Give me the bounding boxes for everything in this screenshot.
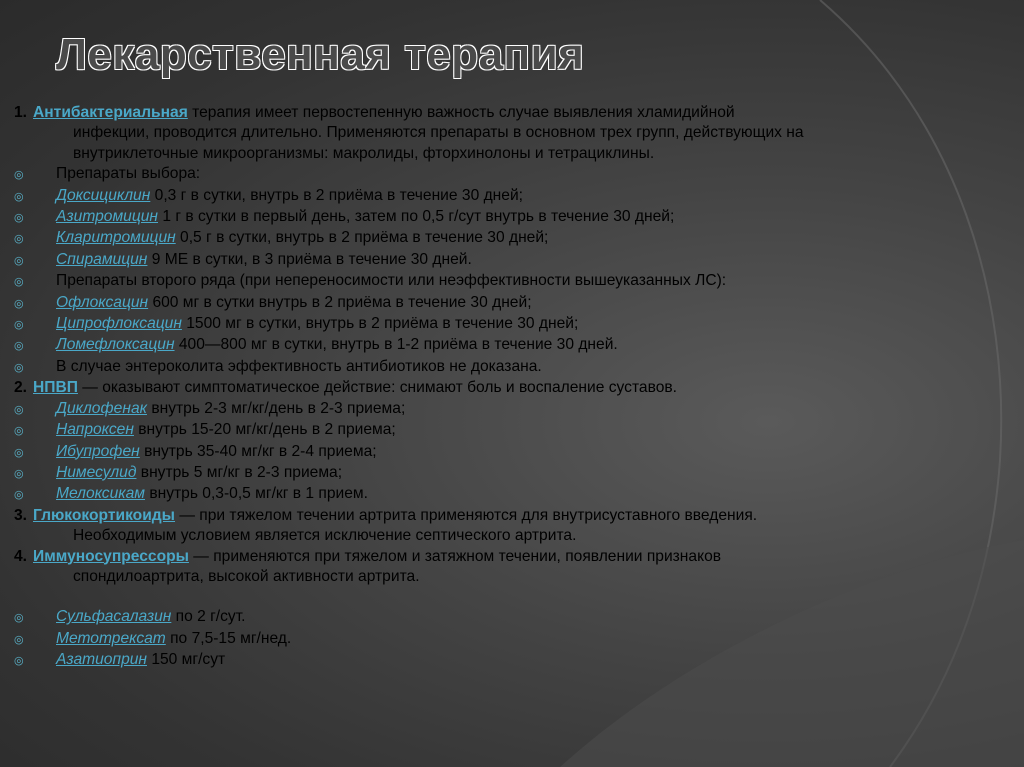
drug-link[interactable]: Ибупрофен	[56, 442, 140, 460]
bullet-item	[14, 442, 1004, 463]
bullet-text	[56, 629, 1004, 649]
drug-link[interactable]: Мелоксикам	[56, 485, 145, 503]
drug-link[interactable]: Сульфасалазин	[56, 608, 172, 626]
bullet-icon: ◎	[14, 212, 24, 225]
bullet-item	[14, 314, 1004, 335]
bullet-text	[56, 607, 1004, 627]
bullet-description: 1500 мг в сутки, внутрь в 2 приёма в течение 30 дней;	[181, 315, 579, 333]
bullet-text	[56, 399, 1004, 419]
bullet-text	[56, 463, 1004, 483]
drug-link[interactable]: Азитромицин	[56, 208, 159, 226]
slide-title: Лекарственная терапия	[56, 30, 585, 79]
bullet-description: Препараты второго ряда (при непереносимости или неэффективности вышеуказанных ЛС):	[56, 272, 727, 290]
bullet-text	[56, 293, 1004, 313]
bullet-item	[14, 293, 1004, 314]
bullet-description: внутрь 2-3 мг/кг/день в 2-3 приема;	[146, 399, 406, 417]
drug-link[interactable]: Метотрексат	[56, 629, 166, 647]
bullet-item	[14, 484, 1004, 505]
bullet-description: 400—800 мг в сутки, внутрь в 1-2 приёма в течение 30 дней.	[174, 336, 618, 354]
item-text	[32, 547, 1004, 588]
drug-link[interactable]: Ломефлоксацин	[56, 336, 175, 354]
drug-link[interactable]: Доксициклин	[56, 186, 151, 204]
bullet-item	[14, 228, 1004, 249]
bullet-icon: ◎	[14, 254, 24, 267]
bullet-text	[56, 335, 1004, 355]
item-number: 2.	[14, 379, 28, 397]
drug-link[interactable]: Диклофенак	[56, 399, 147, 417]
bullet-item	[14, 650, 1004, 671]
drug-link[interactable]: Спирамицин	[56, 250, 148, 268]
bullet-item	[14, 164, 1004, 185]
slide-content	[14, 103, 1004, 672]
bullet-description: внутрь 35-40 мг/кг в 2-4 приема;	[139, 442, 377, 460]
drug-link[interactable]: Офлоксацин	[56, 293, 149, 311]
bullet-item	[14, 399, 1004, 420]
item-number: 1.	[14, 104, 28, 121]
drug-link[interactable]: Ципрофлоксацин	[56, 315, 182, 333]
bullet-icon: ◎	[14, 446, 24, 459]
bullet-text	[56, 357, 1004, 377]
item-number: 4.	[14, 547, 28, 565]
bullet-description: 150 мг/сут	[147, 651, 226, 669]
bullet-item	[14, 250, 1004, 271]
drug-link[interactable]: Азатиоприн	[56, 651, 147, 669]
bullet-item	[14, 629, 1004, 650]
bullet-item	[14, 607, 1004, 628]
bullet-icon: ◎	[14, 233, 24, 246]
bullet-description: В случае энтероколита эффективность антибиотиков не доказана.	[56, 357, 542, 375]
numbered-item	[14, 103, 1004, 164]
bullet-description: по 2 г/сут.	[171, 608, 246, 626]
item-text	[32, 378, 1004, 398]
item-continuation: инфекции, проводится длительно. Применяются препараты в основном трех групп, действующих на	[73, 124, 804, 142]
bullet-icon: ◎	[14, 425, 24, 438]
bullet-text	[56, 207, 1004, 227]
bullet-item	[14, 335, 1004, 356]
item-continuation: Необходимым условием является исключение септического артрита.	[73, 527, 577, 545]
bullet-item	[14, 420, 1004, 441]
bullet-description: Препараты выбора:	[56, 165, 201, 183]
drug-link[interactable]: Нимесулид	[56, 463, 137, 481]
item-text	[32, 506, 1004, 547]
bullet-icon: ◎	[14, 340, 24, 353]
bullet-description: внутрь 5 мг/кг в 2-3 приема;	[136, 463, 343, 481]
bullet-text	[56, 484, 1004, 504]
bullet-icon: ◎	[14, 489, 24, 502]
item-description: — оказывают симптоматическое действие: снимают боль и воспаление суставов.	[77, 379, 677, 397]
bullet-icon: ◎	[14, 403, 24, 416]
bullet-icon: ◎	[14, 655, 24, 668]
bullet-text	[56, 164, 1004, 184]
drug-class-link[interactable]: Иммуносупрессоры	[33, 547, 189, 565]
bullet-description: внутрь 0,3-0,5 мг/кг в 1 прием.	[145, 485, 368, 503]
bullet-icon: ◎	[14, 169, 24, 182]
item-continuation: спондилоартрита, высокой активности артрита.	[73, 567, 420, 585]
numbered-item	[14, 547, 1004, 588]
bullet-description: внутрь 15-20 мг/кг/день в 2 приема;	[133, 421, 396, 439]
bullet-item	[14, 271, 1004, 292]
item-number: 3.	[14, 506, 28, 524]
bullet-item	[14, 186, 1004, 207]
bullet-item	[14, 463, 1004, 484]
bullet-description: 0,5 г в сутки, внутрь в 2 приёма в течение 30 дней;	[175, 229, 549, 247]
item-continuation: внутриклеточные микроорганизмы: макролиды, фторхинолоны и тетрациклины.	[73, 144, 655, 162]
bullet-icon: ◎	[14, 297, 24, 310]
bullet-text	[56, 250, 1004, 270]
bullet-description: 9 МЕ в сутки, в 3 приёма в течение 30 дней.	[147, 250, 472, 268]
bullet-text	[56, 186, 1004, 206]
bullet-text	[56, 650, 1004, 670]
numbered-item	[14, 506, 1004, 547]
item-description: терапия имеет первостепенную важность случае выявления хламидийной	[187, 104, 735, 121]
bullet-icon: ◎	[14, 467, 24, 480]
bullet-text	[56, 314, 1004, 334]
drug-class-link[interactable]: Глюкокортикоиды	[33, 506, 176, 524]
bullet-icon: ◎	[14, 190, 24, 203]
bullet-text	[56, 420, 1004, 440]
drug-class-link[interactable]: НПВП	[33, 379, 78, 397]
bullet-icon: ◎	[14, 319, 24, 332]
bullet-icon: ◎	[14, 633, 24, 646]
spacer	[14, 587, 1004, 607]
item-description: — применяются при тяжелом и затяжном течении, появлении признаков	[188, 547, 722, 565]
bullet-icon: ◎	[14, 612, 24, 625]
numbered-item	[14, 378, 1004, 398]
bullet-item	[14, 357, 1004, 378]
bullet-description: по 7,5-15 мг/нед.	[165, 629, 292, 647]
bullet-description: 600 мг в сутки внутрь в 2 приёма в течение 30 дней;	[148, 293, 532, 311]
bullet-text	[56, 442, 1004, 462]
bullet-description: 0,3 г в сутки, внутрь в 2 приёма в течение 30 дней;	[150, 186, 524, 204]
drug-class-link[interactable]: Антибактериальная	[33, 104, 188, 121]
bullet-text	[56, 228, 1004, 248]
bullet-icon: ◎	[14, 276, 24, 289]
bullet-description: 1 г в сутки в первый день, затем по 0,5 г/сут внутрь в течение 30 дней;	[158, 208, 675, 226]
bullet-text	[56, 271, 1004, 291]
drug-link[interactable]: Напроксен	[56, 421, 134, 439]
bullet-item	[14, 207, 1004, 228]
item-text	[32, 103, 1004, 164]
item-description: — при тяжелом течении артрита применяются для внутрисуставного введения.	[175, 506, 758, 524]
bullet-icon: ◎	[14, 361, 24, 374]
drug-link[interactable]: Кларитромицин	[56, 229, 176, 247]
